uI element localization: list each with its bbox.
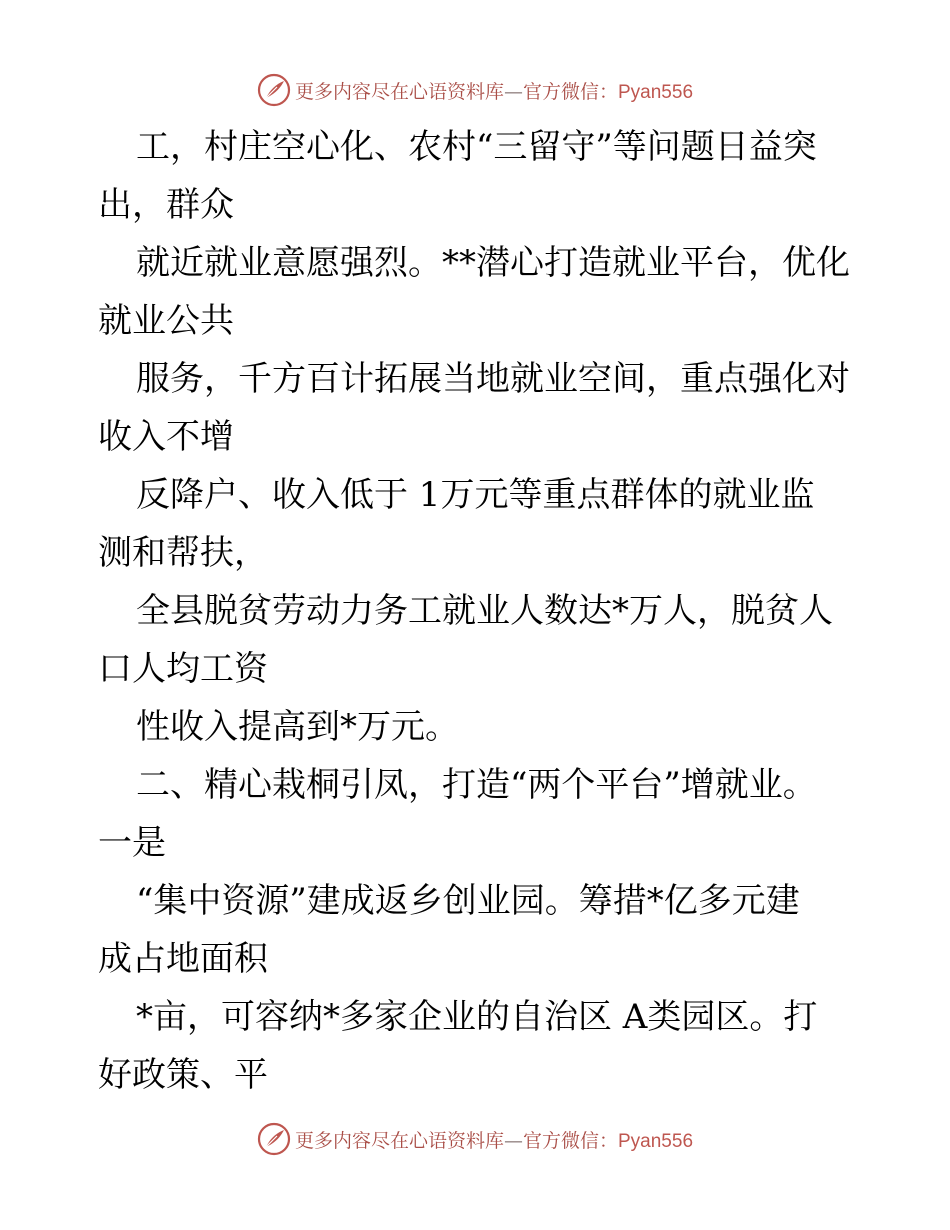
watermark-text: 更多内容尽在心语资料库—官方微信：Pyan556 [294,80,694,103]
text-line: 成占地面积 [98,939,268,979]
text-line: 一是 [98,823,166,863]
text-line: 就业公共 [98,301,234,341]
text-line: 测和帮扶， [98,533,268,573]
text-line: *亩，可容纳*多家企业的自治区 A类园区。打 [136,997,818,1037]
watermark-footer [0,1119,950,1159]
text-line: 好政策、平 [98,1055,268,1095]
text-line: 收入不增 [98,417,234,457]
text-line: 出，群众 [98,185,234,225]
watermark-header [0,70,950,110]
text-line: 服务，千方百计拓展当地就业空间，重点强化对 [136,359,850,399]
text-line: 性收入提高到*万元。 [136,707,459,747]
feather-pen-icon [257,73,291,107]
document-body [98,118,858,1104]
text-line: 全县脱贫劳动力务工就业人数达*万人，脱贫人 [136,591,833,631]
text-line: 口人均工资 [98,649,268,689]
text-line: 工，村庄空心化、农村“三留守”等问题日益突 [136,127,817,167]
text-line: “集中资源”建成返乡创业园。筹措*亿多元建 [136,881,800,921]
text-line: 就近就业意愿强烈。**潜心打造就业平台，优化 [136,243,850,283]
text-line: 二、精心栽桐引凤，打造“两个平台”增就业。 [136,765,817,805]
feather-pen-icon [257,1122,291,1156]
watermark-text: 更多内容尽在心语资料库—官方微信：Pyan556 [294,1129,694,1152]
text-line: 反降户、收入低于 1万元等重点群体的就业监 [136,475,815,515]
